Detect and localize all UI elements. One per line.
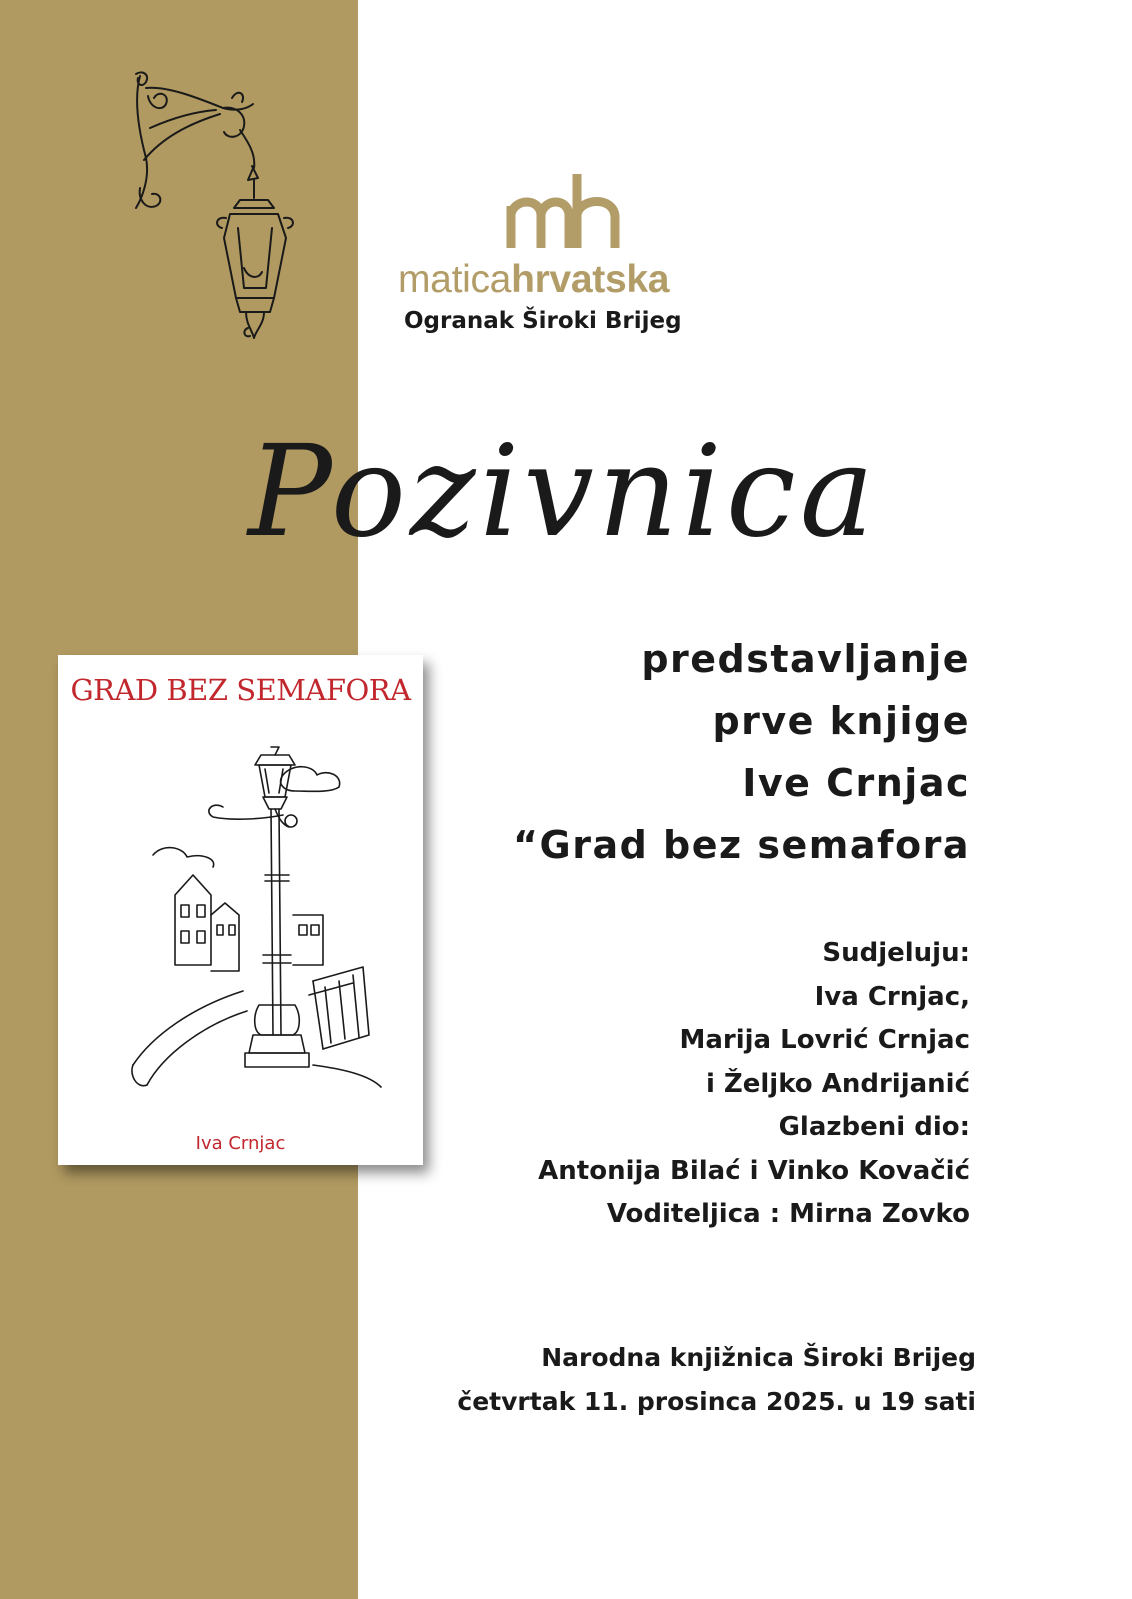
participants-heading: Sudjeluju: [822,938,970,968]
book-cover [58,655,423,1165]
event-line-4: “Grad bez semafora [513,823,970,867]
event-line-2: prve knjige [712,699,970,743]
matica-hrvatska-monogram-icon [505,172,625,250]
music-heading: Glazbeni dio: [778,1112,970,1142]
participant-1: Iva Crnjac, [814,981,970,1012]
venue-info [457,1336,976,1424]
event-line-3: Ive Crnjac [742,761,970,805]
matica-hrvatska-wordmark [398,258,669,302]
headline-pozivnica [240,395,890,605]
musicians: Antonija Bilać i Vinko Kovačić [538,1155,970,1186]
wordmark-bold: hrvatska [511,258,670,301]
participants-list [538,932,970,1237]
participant-3: i Željko Andrijanić [705,1068,970,1099]
book-author: Iva Crnjac [195,1133,286,1154]
event-description [513,628,970,876]
headline-text: Pozivnica [246,418,879,565]
lantern-illustration [128,68,318,348]
wordmark-light: matica [398,258,512,301]
host: Voditeljica : Mirna Zovko [606,1199,970,1229]
venue-place: Narodna knjižnica Široki Brijeg [541,1343,976,1372]
branch-name: Ogranak Široki Brijeg [404,308,682,334]
venue-datetime: četvrtak 11. prosinca 2025. u 19 sati [457,1387,976,1416]
book-title: GRAD BEZ SEMAFORA [70,673,411,707]
event-line-1: predstavljanje [641,637,970,681]
participant-2: Marija Lovrić Crnjac [679,1025,970,1055]
street-lamp-illustration [113,735,383,1105]
